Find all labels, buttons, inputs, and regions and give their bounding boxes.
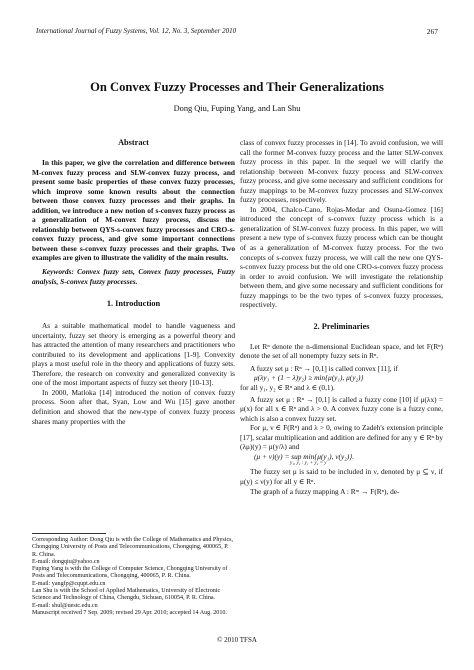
preliminaries-paragraph: Let Rⁿ denote the n-dimensional Euclidean space, and let F(Rⁿ) denote the set of all nonempty fuzzy sets in Rⁿ.	[240, 341, 443, 361]
sum-equation-subscript: y₁, y₂ : y₁ + y₂ = y	[290, 461, 327, 467]
for-all-clause: for all y₁, y₂ ∈ Rⁿ and λ ∈ (0,1).	[240, 383, 335, 393]
intro-paragraph-1: As a suitable mathematical model to handle vagueness and uncertainty, fuzzy set theory is emerging as a powerful theory and has attracted the attention of many researchers and practitioners who contributed to its development and applications [1-9]. Convexity plays a most useful role in the theory and applications of fuzzy sets. Therefore, the research on convexity and generalized convexity is one of the most important aspects of fuzzy set theory [10-13].	[32, 321, 235, 388]
inclusion-definition: The fuzzy set μ is said to be included in ν, denoted by μ ⊆ ν, if μ(y) ≤ ν(y) for all y ∈ Rⁿ.	[240, 467, 443, 486]
right-paragraph-2: In 2004, Chalco-Cano, Rojas-Medar and Osuna-Gomez [16] introduced the concept of s-convex fuzzy process which is a generalization of SLW-convex fuzzy process. In this paper, we will present a new type of s-convex fuzzy process which can be thought of as a generalization of M-convex fuzzy process. For the two concepts of s-convex fuzzy process, we will call the new one QYS-s-convex fuzzy process but the old one CRO-s-convex fuzzy process in order to avoid confusion. We will investigate the relationship between them, and give some necessary and sufficient conditions for fuzzy mappings to be the two types of s-convex fuzzy processes, respectively.	[240, 204, 443, 310]
footnote-line: Manuscript received 7 Sep. 2009; revised 29 Apr. 2010; accepted 14 Aug. 2010.	[32, 609, 227, 616]
page-number: 267	[426, 27, 438, 36]
footnote-line: E-mail: dongqiu@yahoo.cn	[32, 558, 100, 565]
abstract-heading: Abstract	[118, 138, 149, 147]
footnote-line: E-mail: yangfp@cqupt.edu.cn	[32, 580, 106, 587]
author-list: Dong Qiu, Fuping Yang, and Lan Shu	[173, 104, 301, 113]
footnote-line: Corresponding Author: Dong Qiu is with the College of Mathematics and Physics, Chongqing University of Posts and Telecommunications, Chongqing, 400065, P. R. China.	[32, 537, 234, 558]
running-head: International Journal of Fuzzy Systems, Vol. 12, No. 3, September 2010	[36, 27, 237, 35]
footnote-divider	[32, 533, 106, 534]
intro-paragraph-2: In 2000, Matloka [14] introduced the notion of convex fuzzy process. Soon after that, Syan, Low and Wu [15] gave another definition and showed that the new-type of convex fuzzy process shares many properties with the	[32, 387, 235, 426]
convex-definition: A fuzzy set μ : Rⁿ → [0,1] is called convex [11], if	[250, 363, 398, 373]
zadeh-extension-paragraph: For μ, ν ∈ F(Rⁿ) and λ > 0, owing to Zadeh's extension principle [17], scalar multiplication and addition are defined for any y ∈ Rⁿ by (λμ)(y) = μ(y/λ) and	[240, 423, 443, 452]
right-column	[240, 138, 443, 496]
left-column	[32, 138, 235, 426]
footnote-line: Fuping Yang is with the College of Computer Science, Chongqing University of Posts and Telecommunications, Chongqing, 400065, P. R. China.	[32, 566, 228, 580]
keywords: Keywords: Convex fuzzy sets, Convex fuzzy processes, Fuzzy analysis, S-convex fuzzy processes.	[32, 267, 235, 286]
footnote-line: E-mail: shul@uestc.edu.cn	[32, 602, 98, 609]
author-footnote	[32, 537, 235, 617]
copyright-footer: © 2010 TFSA	[217, 636, 257, 644]
preliminaries-heading: 2. Preliminaries	[313, 321, 370, 331]
footnote-line: Lan Shu is with the School of Applied Mathematics, University of Electronic Science and Technology of China, Chengdu, Sichuan, 610054, P. R. China.	[32, 588, 221, 602]
right-paragraph-1: class of convex fuzzy processes in [14]. To avoid confusion, we will call the former M-convex fuzzy process and the latter SLW-convex fuzzy process in this paper. In the sequel we will clarify the relationship between M-convex fuzzy process and SLW-convex fuzzy process, and give some necessary and sufficient conditions for fuzzy mappings to be M-convex fuzzy processes and SLW-convex fuzzy processes, respectively.	[240, 138, 443, 205]
convex-equation: μ(λy₁ + (1 − λ)y₂) ≥ min{μ(y₁), μ(y₂)}	[254, 373, 364, 383]
graph-paragraph: The graph of a fuzzy mapping A : Rᵐ → F(Rⁿ), de-	[250, 486, 400, 496]
sum-equation: (μ + ν)(y) = sup min{μ(y₁), ν(y₂)}.	[254, 451, 355, 461]
introduction-heading: 1. Introduction	[106, 299, 161, 309]
paper-title: On Convex Fuzzy Processes and Their Generalizations	[90, 80, 384, 94]
abstract-body: In this paper, we give the correlation and difference between M-convex fuzzy process and SLW-convex fuzzy process, and present some basic properties of these convex fuzzy processes, which improve some known results about the connection between those convex fuzzy processes and their graphs. In addition, we introduce a new notion of s-convex fuzzy process as a generalization of M-convex fuzzy process, discuss the relationship between QYS-s-convex fuzzy processes and CRO-s-convex fuzzy process, and give some important connections between these s-convex fuzzy processes and their graphs. Two examples are given to illustrate the validity of the main results.	[32, 158, 235, 263]
fuzzy-cone-definition: A fuzzy set μ : Rⁿ → [0,1] is called a fuzzy cone [10] if μ(λx) = μ(x) for all x ∈ Rⁿ and λ > 0. A convex fuzzy cone is a fuzzy cone, which is also a convex fuzzy set.	[240, 394, 443, 423]
